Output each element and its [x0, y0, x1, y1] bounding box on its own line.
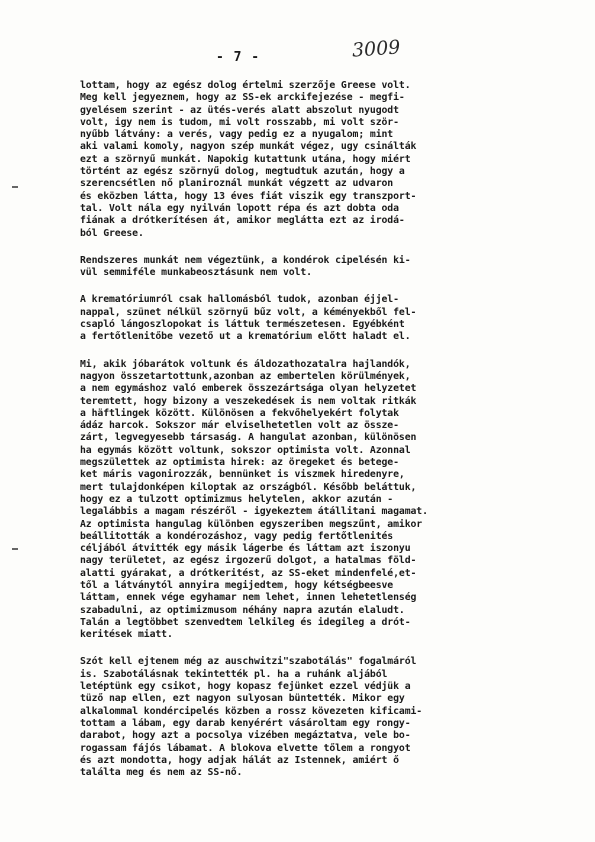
text-line: nagy területet, az egész irgozerű dolgot, a hatalmas föld-: [80, 555, 417, 567]
text-line: darabot, hogy azt a pocsolya vizében megáztatva, vele bo-: [80, 730, 411, 742]
text-line: ádáz harcok. Sokszor már elviselhetetlen volt az össze-: [80, 420, 399, 432]
margin-mark: [12, 186, 18, 188]
text-line: zárt, legvegyesebb társaság. A hangulat azonban, különösen: [80, 432, 417, 444]
text-line: céljából átvitték egy másik lágerbe és láttam azt iszonyu: [80, 543, 411, 555]
text-line: ból Greese.: [80, 227, 144, 239]
text-line: tüző nap ellen, ezt nagyon sulyosan büntették. Mikor egy: [80, 693, 405, 705]
text-line: tal. Volt nála egy nyilván lopott répa és azt dobta oda: [80, 202, 399, 214]
text-line: a fertőtlenitőbe vezető ut a krematórium előtt haladt el.: [80, 331, 411, 343]
text-line: a häftlingek között. Különösen a fekvőhelyekért folytak: [80, 407, 399, 419]
text-line: nappal, szünet nélkül szörnyű bűz volt, a kéményekből fel-: [80, 306, 417, 318]
text-line: és eközben látta, hogy 13 éves fiát viszik egy transzport-: [80, 190, 417, 202]
text-line: ezt a szörnyű munkát. Napokig kutattunk utána, hogy miért: [80, 153, 411, 165]
text-line: teremtett, hogy bizony a veszekedések is nem voltak ritkák: [80, 395, 417, 407]
paragraph: [80, 359, 535, 642]
text-line: volt, igy nem is tudom, mi volt rosszabb, mi volt ször-: [80, 116, 399, 128]
text-line: től a látványtól annyira megijedtem, hogy kétségbeesve: [80, 579, 394, 591]
text-line: a nem egymáshoz való emberek összezártsága olyan helyzetet: [80, 383, 417, 395]
text-line: csapló lángoszlopokat is láttuk természetesen. Egyébként: [80, 319, 405, 331]
paragraph: [80, 656, 535, 779]
text-line: történt az egész szörnyű dolog, megtudtuk azután, hogy a: [80, 166, 405, 178]
text-line: és azt mondotta, hogy adjak hálát az Istennek, amiért ő: [80, 754, 399, 766]
text-line: beállitották a kondérozáshoz, vagy pedig fertőtlenités: [80, 530, 394, 542]
text-line: letéptünk egy csikot, hogy kopasz fejünket ezzel védjük a: [80, 681, 411, 693]
text-line: fiának a drótkerítésen át, amikor meglátta ezt az irodá-: [80, 215, 405, 227]
text-line: láttam, ennek vége egyhamar nem lehet, innen lehetetlenség: [80, 592, 417, 604]
text-line: Mi, akik jóbarátok voltunk és áldozathozatalra hajlandók,: [80, 358, 411, 370]
text-line: gyelésem szerint - az ütés-verés alatt abszolut nyugodt: [80, 104, 399, 116]
margin-mark: [12, 548, 18, 550]
text-line: ha egymás között voltunk, sokszor optimista volt. Azonnal: [80, 444, 411, 456]
text-line: Meg kell jegyeznem, hogy az SS-ek arckifejezése - megfi-: [80, 92, 405, 104]
paragraph: [80, 80, 535, 240]
text-line: is. Szabotálásnak tekintették pl. ha a ruhánk aljából: [80, 668, 388, 680]
text-line: ket máris vagonirozzák, bennünket is viszmek hiredenyre,: [80, 469, 405, 481]
text-line: szerencsétlen nő planiroznál munkát végzett az udvaron: [80, 178, 394, 190]
text-line: szabadulni, az optimizmusom néhány napra azután elaludt.: [80, 604, 405, 616]
text-line: nagyon összetartottunk,azonban az embertelen körülmények,: [80, 370, 411, 382]
handwritten-page-number: 3009: [351, 36, 402, 62]
text-line: Szót kell ejtenem még az auschwitzi"szabotálás" fogalmáról: [80, 656, 417, 668]
text-line: tottam a lábam, egy darab kenyérért vásároltam egy rongy-: [80, 717, 411, 729]
text-line: Az optimista hangulag különben egyszeriben megszűnt, amikor: [80, 518, 423, 530]
text-line: aki valami komoly, nagyon szép munkát végez, ugy csinálták: [80, 141, 417, 153]
paragraph: [80, 255, 535, 280]
text-line: keritések miatt.: [80, 629, 173, 641]
text-line: vül semmiféle munkabeosztásunk nem volt.: [80, 267, 312, 279]
text-line: megszülettek az optimista hirek: az öregeket és betege-: [80, 457, 399, 469]
text-line: A krematóriumról csak hallomásból tudok, azonban éjjel-: [80, 294, 399, 306]
text-line: Rendszeres munkát nem végeztünk, a kondérok cipelésén ki-: [80, 254, 411, 266]
text-line: találta meg és nem az SS-nő.: [80, 767, 243, 779]
text-line: nyűbb látvány: a verés, vagy pedig ez a nyugalom; mint: [80, 129, 394, 141]
page-number: - 7 -: [216, 50, 261, 65]
paragraph: [80, 294, 535, 343]
text-line: legalábbis a magam részéről - igyekeztem átállitani magamat.: [80, 506, 428, 518]
text-line: rogassam fájós lábamat. A blokova elvette tőlem a rongyot: [80, 742, 411, 754]
text-line: hogy ez a tulzott optimizmus helytelen, akkor azután -: [80, 493, 394, 505]
text-line: alkalommal kondércipelés közben a rossz kövezeten kificami-: [80, 705, 423, 717]
document-body: [80, 80, 535, 794]
text-line: lottam, hogy az egész dolog értelmi szerzője Greese volt.: [80, 80, 411, 91]
text-line: mert tulajdonképen kiloptak az országból. Később beláttuk,: [80, 481, 417, 493]
text-line: alatti gyárakat, a drótkeritést, az SS-eket mindenfelé,et-: [80, 567, 417, 579]
text-line: Talán a legtöbbet szenvedtem lelkileg és idegileg a drót-: [80, 616, 411, 628]
